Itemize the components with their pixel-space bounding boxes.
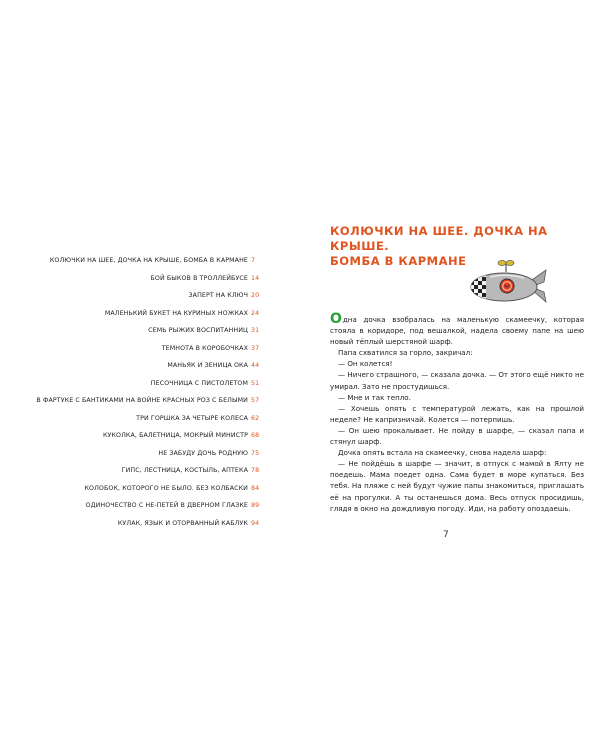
toc-title: КОЛОБОК, КОТОРОГО НЕ БЫЛО. БЕЗ КОЛБАСКИ — [84, 484, 248, 492]
toc-title: НЕ ЗАБУДУ ДОЧЬ РОДНУЮ — [158, 449, 248, 457]
toc-entry — [0, 445, 262, 463]
toc-entry — [0, 410, 262, 428]
page-number: 7 — [443, 530, 449, 540]
toc-entry — [0, 375, 262, 393]
toc-title: ОДИНОЧЕСТВО С НЕ-ПЕТЕЙ В ДВЕРНОМ ГЛАЗКЕ — [85, 502, 248, 509]
toc-entry — [0, 340, 262, 358]
paragraph: — Он шею прокалывает. Не пойду в шарфе, — сказал папа и стянул шарф. — [330, 425, 584, 447]
toc-page: 51 — [251, 379, 260, 387]
toc-title: ПЕСОЧНИЦА С ПИСТОЛЕТОМ — [150, 379, 248, 387]
paragraph: — Он колется! — [338, 359, 393, 369]
toc-title: МАЛЕНЬКИЙ БУКЕТ НА КУРИНЫХ НОЖКАХ — [104, 309, 248, 317]
toc-page: 44 — [251, 362, 260, 369]
toc-entry — [0, 357, 262, 375]
paragraph: — Ничего страшного, — сказала дочка. — От этого ещё никто не умирал. Зато не простудишься. — [330, 370, 584, 391]
toc-entry — [0, 480, 262, 498]
toc-page: 20 — [251, 292, 260, 299]
drop-cap: О — [330, 311, 342, 327]
toc-title: КУЛАК, ЯЗЫК И ОТОРВАННЫЙ КАБЛУК — [117, 519, 248, 527]
toc-entry — [0, 392, 262, 410]
toc-page: 37 — [251, 344, 260, 352]
toc-entry — [0, 287, 262, 305]
toc-title: СЕМЬ РЫЖИХ ВОСПИТАННИЦ — [148, 327, 248, 334]
paragraph: — Мне и так тепло. — [338, 392, 411, 402]
toc-page: 78 — [251, 467, 260, 474]
toc-entry — [0, 462, 262, 480]
paragraph: — Не пойдёшь в шарфе — значит, в отпуск с мамой в Ялту не поедешь. Мама поедет одна. Сама будет в море купаться. Без тебя. На пляже с ней будут чужие папы знакомиться, приглашать её на прогулки. А ты останешься дома. Весь отпуск просидишь, глядя в окно на дождливую погоду. Иди, на работу опоздаешь. — [330, 459, 584, 513]
paragraph — [330, 311, 584, 347]
paragraph-text: дна дочка взобралась на маленькую скамеечку, которая стояла в коридоре, под вешалкой, надела своему папе на шею новый тёплый шерстяной шарф. — [330, 315, 584, 347]
toc-page: 89 — [251, 502, 260, 509]
toc-page: 75 — [251, 449, 260, 457]
toc-entry — [0, 497, 262, 515]
toc-page: 31 — [251, 327, 260, 334]
toc-page: 7 — [251, 257, 256, 264]
toc-page: 14 — [251, 274, 260, 282]
toc-title: БОЙ БЫКОВ В ТРОЛЛЕЙБУСЕ — [150, 274, 248, 282]
toc-title: КОЛЮЧКИ НА ШЕЕ, ДОЧКА НА КРЫШЕ, БОМБА В КАРМАНЕ — [49, 257, 248, 264]
chapter-title-line2: БОМБА В КАРМАНЕ — [330, 254, 467, 268]
toc-page: 62 — [251, 414, 260, 422]
toc-title: ТЕМНОТА В КОРОБОЧКАХ — [161, 344, 248, 352]
paragraph: Папа схватился за горло, закричал: — [338, 348, 473, 358]
toc-entry — [0, 270, 262, 288]
toc-entry — [0, 322, 262, 340]
bomb-icon — [462, 258, 548, 312]
chapter-title-line1: КОЛЮЧКИ НА ШЕЕ. ДОЧКА НА КРЫШЕ. — [330, 224, 548, 253]
toc-title: МАНЬЯК И ЗЕНИЦА ОКА — [167, 362, 248, 369]
table-of-contents — [0, 252, 262, 532]
toc-entry — [0, 427, 262, 445]
toc-page: 94 — [251, 519, 260, 527]
chapter-body — [330, 311, 584, 514]
toc-page: 68 — [251, 432, 260, 439]
toc-title: ТРИ ГОРШКА ЗА ЧЕТЫРЕ КОЛЕСА — [136, 414, 248, 422]
toc-page: 57 — [251, 397, 260, 404]
toc-entry — [0, 515, 262, 533]
toc-page: 84 — [251, 484, 260, 492]
toc-title: КУКОЛКА, БАЛЕТНИЦА, МОКРЫЙ МИНИСТР — [102, 432, 248, 439]
toc-entry — [0, 252, 262, 270]
toc-entry — [0, 305, 262, 323]
paragraph: Дочка опять встала на скамеечку, снова надела шарф: — [338, 448, 547, 458]
toc-page: 24 — [251, 309, 260, 317]
paragraph: — Хочешь опять с температурой лежать, как на прошлой неделе? Не капризничай. Колется — потерпишь. — [330, 403, 584, 424]
toc-title: ЗАПЕРТ НА КЛЮЧ — [188, 292, 248, 299]
toc-title: ГИПС, ЛЕСТНИЦА, КОСТЫЛЬ, АПТЕКА — [121, 467, 248, 474]
toc-title: В ФАРТУКЕ С БАНТИКАМИ НА ВОЙНЕ КРАСНЫХ РОЗ С БЕЛЫМИ — [36, 397, 248, 404]
